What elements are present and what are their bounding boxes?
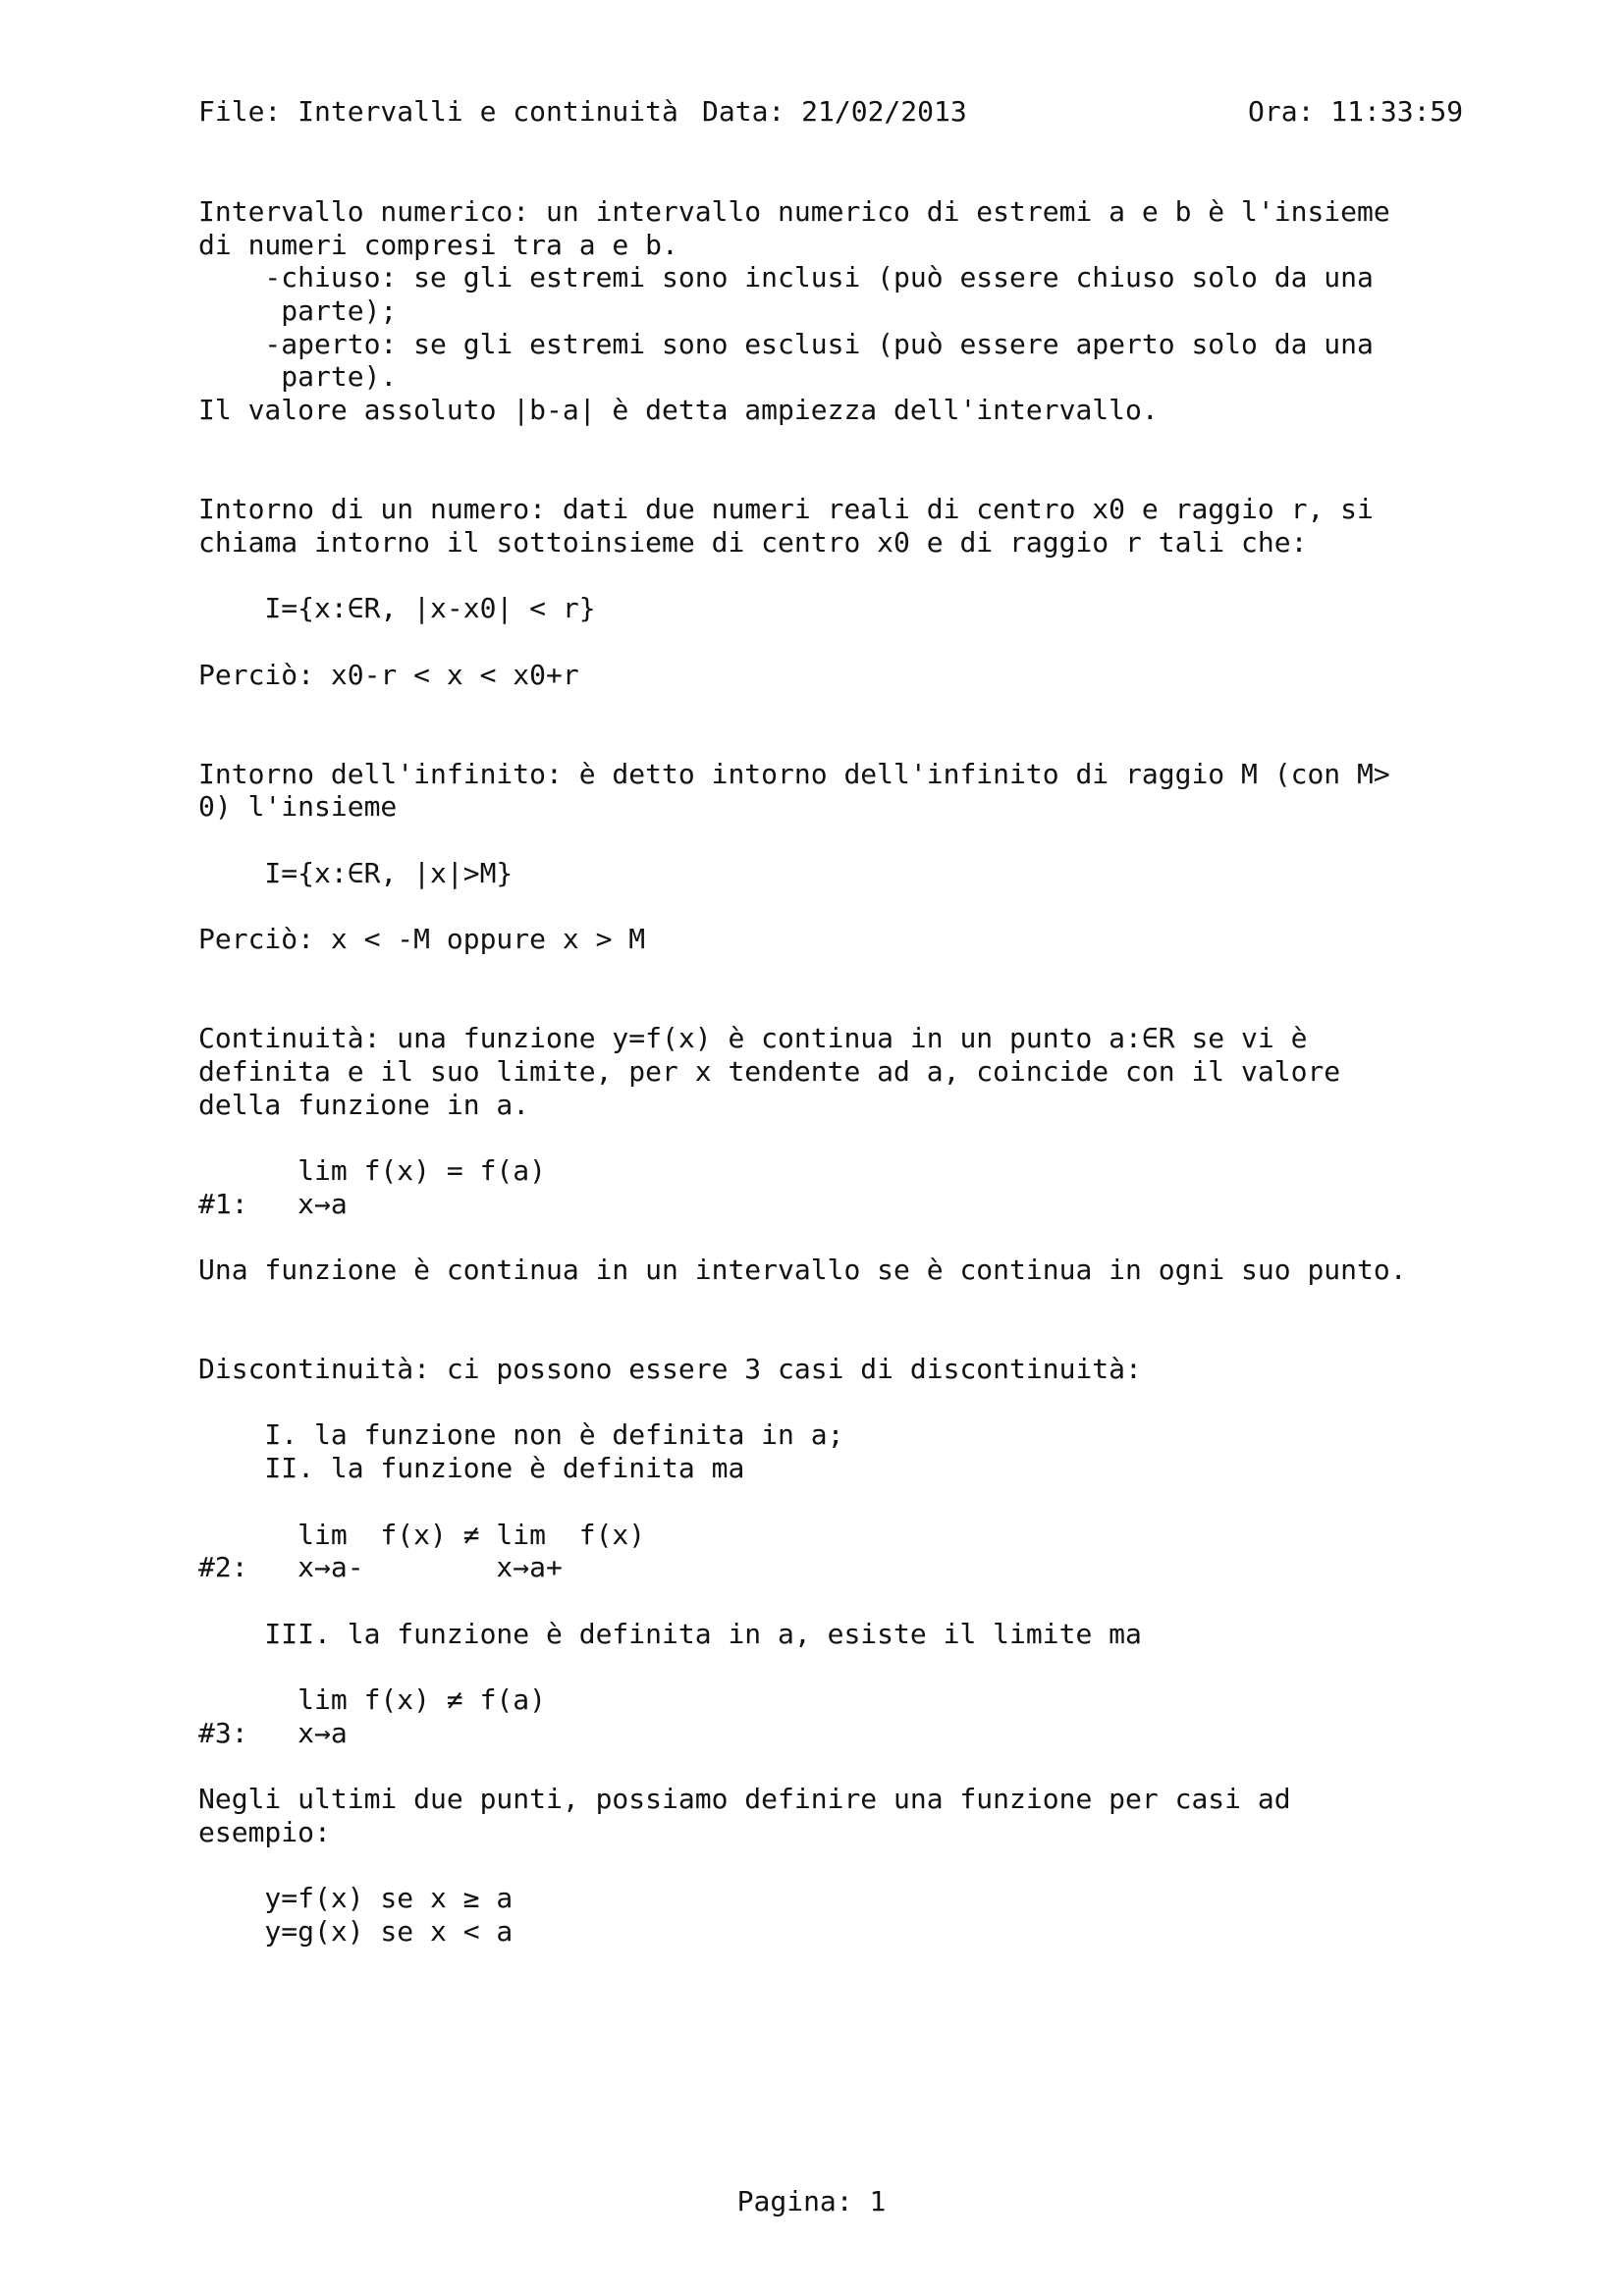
text-line: Continuità: una funzione y=f(x) è continua in un punto a:∈R se vi è — [198, 1022, 1308, 1055]
text-line: III. la funzione è definita in a, esiste il limite ma — [198, 1617, 1142, 1650]
blank-line — [198, 824, 1475, 857]
text-line: Il valore assoluto |b-a| è detta ampiezza dell'intervallo. — [198, 394, 1159, 427]
text-line: #1: x→a — [198, 1187, 348, 1220]
text-line: chiama intorno il sottoinsieme di centro x0 e di raggio r tali che: — [198, 525, 1308, 559]
text-line: 0) l'insieme — [198, 790, 398, 824]
blank-line — [198, 1319, 1475, 1353]
text-line: Intorno di un numero: dati due numeri reali di centro x0 e raggio r, si — [198, 493, 1374, 526]
blank-line — [198, 1220, 1475, 1254]
text-line: lim f(x) ≠ f(a) — [198, 1682, 547, 1716]
blank-line — [198, 1121, 1475, 1154]
text-line: -chiuso: se gli estremi sono inclusi (può essere chiuso solo da una — [198, 261, 1374, 294]
blank-line — [198, 625, 1475, 659]
blank-line — [198, 560, 1475, 593]
text-line: parte); — [198, 294, 398, 328]
text-line: lim f(x) ≠ lim f(x) — [198, 1518, 646, 1551]
blank-line — [198, 989, 1475, 1023]
blank-line — [198, 1848, 1475, 1882]
blank-line — [198, 724, 1475, 758]
footer-page-number: Pagina: 1 — [736, 2185, 887, 2217]
document-body — [198, 195, 1475, 1948]
blank-line — [198, 1749, 1475, 1783]
blank-line — [198, 460, 1475, 494]
blank-line — [198, 1386, 1475, 1419]
text-line: y=f(x) se x ≥ a — [198, 1882, 514, 1915]
text-line: -aperto: se gli estremi sono esclusi (può essere aperto solo da una — [198, 327, 1374, 360]
text-line: Perciò: x0-r < x < x0+r — [198, 658, 579, 691]
text-line: di numeri compresi tra a e b. — [198, 228, 678, 261]
header-file: File: Intervalli e continuità — [198, 95, 678, 128]
blank-line — [198, 427, 1475, 460]
header-date: Data: 21/02/2013 — [702, 95, 967, 128]
text-line: #2: x→a- x→a+ — [198, 1551, 563, 1584]
text-line: Negli ultimi due punti, possiamo definire una funzione per casi ad — [198, 1783, 1291, 1815]
text-line: y=g(x) se x < a — [198, 1914, 514, 1948]
blank-line — [198, 1287, 1475, 1320]
text-line: Perciò: x < -M oppure x > M — [198, 923, 646, 956]
text-line: Intorno dell'infinito: è detto intorno dell'infinito di raggio M (con M> — [198, 757, 1390, 790]
text-line: della funzione in a. — [198, 1088, 530, 1121]
text-line: I={x:∈R, |x-x0| < r} — [198, 592, 596, 625]
text-line: esempio: — [198, 1815, 331, 1848]
text-line: definita e il suo limite, per x tendente ad a, coincide con il valore — [198, 1054, 1341, 1088]
text-line: Discontinuità: ci possono essere 3 casi di discontinuità: — [198, 1353, 1142, 1386]
blank-line — [198, 1650, 1475, 1683]
blank-line — [198, 956, 1475, 989]
text-line: lim f(x) = f(a) — [198, 1153, 547, 1187]
text-line: #3: x→a — [198, 1716, 348, 1749]
blank-line — [198, 889, 1475, 923]
text-line: parte). — [198, 360, 398, 394]
header-time: Ora: 11:33:59 — [1248, 95, 1464, 128]
text-line: Intervallo numerico: un intervallo numerico di estremi a e b è l'insieme — [198, 195, 1390, 228]
text-line: Una funzione è continua in un intervallo se è continua in ogni suo punto. — [198, 1254, 1407, 1286]
text-line: I. la funzione non è definita in a; — [198, 1418, 844, 1452]
blank-line — [198, 691, 1475, 724]
text-line: I={x:∈R, |x|>M} — [198, 856, 514, 889]
blank-line — [198, 1485, 1475, 1519]
text-line: II. la funzione è definita ma — [198, 1452, 745, 1485]
blank-line — [198, 1584, 1475, 1618]
